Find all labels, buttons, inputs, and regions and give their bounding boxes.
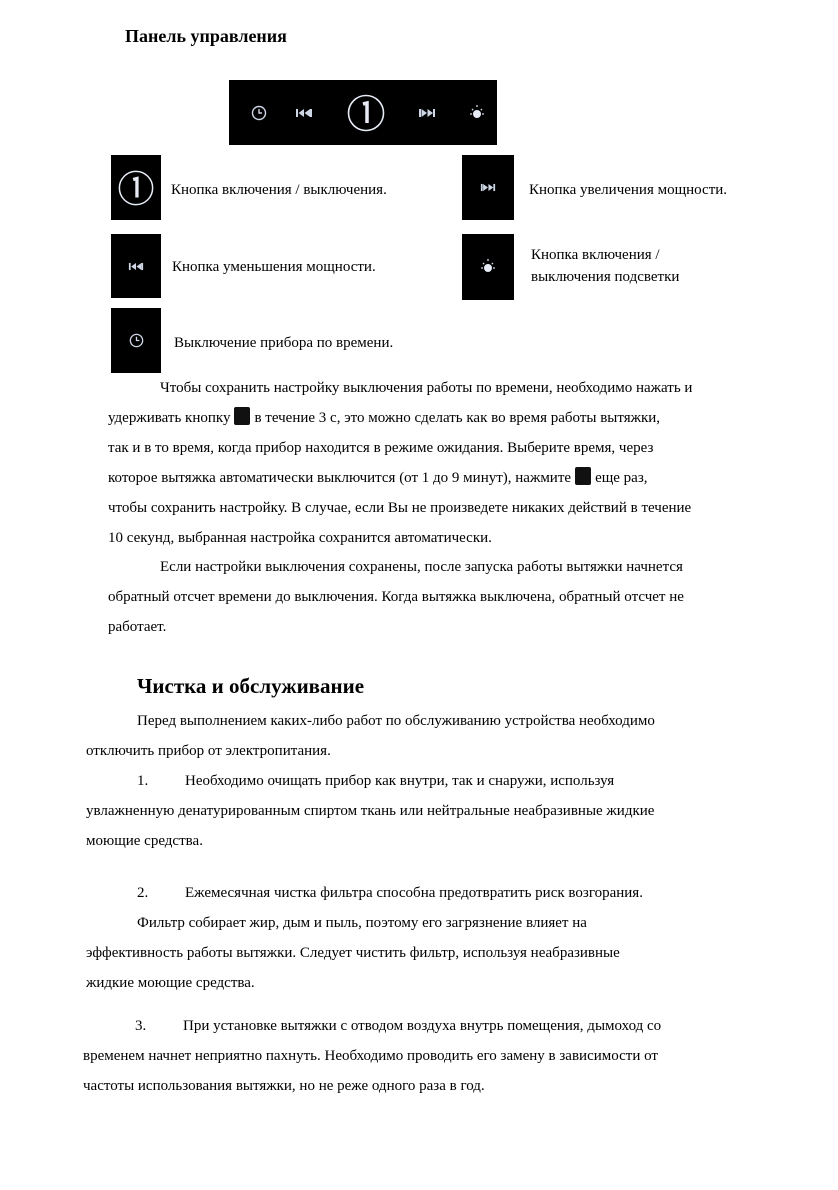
timer-instructions bbox=[108, 373, 786, 553]
decrease-power-icon bbox=[128, 262, 144, 271]
text-line: временем начнет неприятно пахнуть. Необходимо проводить его замену в зависимости от bbox=[83, 1048, 658, 1064]
timer-button-tile bbox=[111, 308, 161, 373]
light-button-label bbox=[531, 244, 679, 288]
timer-icon bbox=[128, 332, 145, 349]
text-line: моющие средства. bbox=[86, 833, 203, 849]
decrease-button-label: Кнопка уменьшения мощности. bbox=[172, 259, 376, 275]
text-line: отключить прибор от электропитания. bbox=[86, 743, 331, 759]
light-icon bbox=[478, 257, 498, 277]
cleaning-item-2 bbox=[86, 878, 766, 998]
text-line: эффективность работы вытяжки. Следует чистить фильтр, используя неабразивные bbox=[86, 945, 620, 961]
text-fragment: удерживать кнопку bbox=[108, 410, 231, 426]
text-fragment: При установке вытяжки с отводом воздуха внутрь помещения, дымоход со bbox=[183, 1018, 662, 1034]
text-line: чтобы сохранить настройку. В случае, если Вы не произведете никаких действий в течение bbox=[108, 500, 692, 516]
text-line bbox=[108, 463, 786, 493]
text-line: жидкие моющие средства. bbox=[86, 975, 255, 991]
timer-icon bbox=[239, 80, 279, 145]
light-label-line1: Кнопка включения / bbox=[531, 247, 660, 263]
increase-button-tile bbox=[462, 155, 514, 220]
text-line: так и в то время, когда прибор находится в режиме ожидания. Выберите время, через bbox=[108, 440, 654, 456]
text-line: Чтобы сохранить настройку выключения работы по времени, необходимо нажать и bbox=[160, 380, 693, 396]
power-digit-icon bbox=[341, 80, 391, 145]
text-line: 10 секунд, выбранная настройка сохранится автоматически. bbox=[108, 530, 492, 546]
cleaning-item-1 bbox=[86, 766, 766, 856]
cleaning-intro bbox=[86, 706, 766, 766]
countdown-paragraph bbox=[108, 552, 786, 642]
decrease-power-icon bbox=[284, 80, 324, 145]
power-button-tile bbox=[111, 155, 161, 220]
text-line: частоты использования вытяжки, но не реже одного раза в год. bbox=[83, 1078, 485, 1094]
timer-icon bbox=[575, 467, 591, 485]
light-button-tile bbox=[462, 234, 514, 300]
text-line bbox=[108, 403, 786, 433]
power-button-label: Кнопка включения / выключения. bbox=[171, 182, 387, 198]
item-number: 2. bbox=[137, 885, 149, 901]
light-label-line2: выключения подсветки bbox=[531, 269, 680, 285]
increase-power-icon bbox=[480, 183, 496, 192]
cleaning-item-3 bbox=[83, 1011, 767, 1101]
text-line bbox=[86, 878, 766, 908]
text-line: увлажненную денатурированным спиртом ткань или нейтральные неабразивные жидкие bbox=[86, 803, 655, 819]
text-line: работает. bbox=[108, 619, 167, 635]
timer-icon bbox=[234, 407, 250, 425]
text-fragment: Необходимо очищать прибор как внутри, так и снаружи, используя bbox=[185, 773, 615, 789]
decrease-button-tile bbox=[111, 234, 161, 298]
text-fragment: еще раз, bbox=[595, 470, 648, 486]
text-line: Если настройки выключения сохранены, после запуска работы вытяжки начнется bbox=[160, 559, 683, 575]
text-line bbox=[83, 1011, 767, 1041]
text-line bbox=[86, 766, 766, 796]
section-title-cleaning: Чистка и обслуживание bbox=[137, 674, 365, 698]
text-fragment: в течение 3 с, это можно сделать как во время работы вытяжки, bbox=[254, 410, 661, 426]
control-panel-image bbox=[229, 80, 497, 145]
text-line: обратный отсчет времени до выключения. Когда вытяжка выключена, обратный отсчет не bbox=[108, 589, 684, 605]
item-number: 1. bbox=[137, 773, 149, 789]
section-title-control-panel: Панель управления bbox=[125, 26, 287, 46]
text-line: Перед выполнением каких-либо работ по обслуживанию устройства необходимо bbox=[137, 713, 655, 729]
increase-button-label: Кнопка увеличения мощности. bbox=[529, 182, 728, 198]
power-digit-icon bbox=[117, 169, 155, 207]
light-icon bbox=[457, 80, 497, 145]
text-fragment: которое вытяжка автоматически выключится (от 1 до 9 минут), нажмите bbox=[108, 470, 572, 486]
text-line: Фильтр собирает жир, дым и пыль, поэтому его загрязнение влияет на bbox=[137, 915, 587, 931]
timer-button-label: Выключение прибора по времени. bbox=[174, 335, 394, 351]
text-fragment: Ежемесячная чистка фильтра способна предотвратить риск возгорания. bbox=[185, 885, 643, 901]
increase-power-icon bbox=[407, 80, 447, 145]
item-number: 3. bbox=[135, 1018, 147, 1034]
